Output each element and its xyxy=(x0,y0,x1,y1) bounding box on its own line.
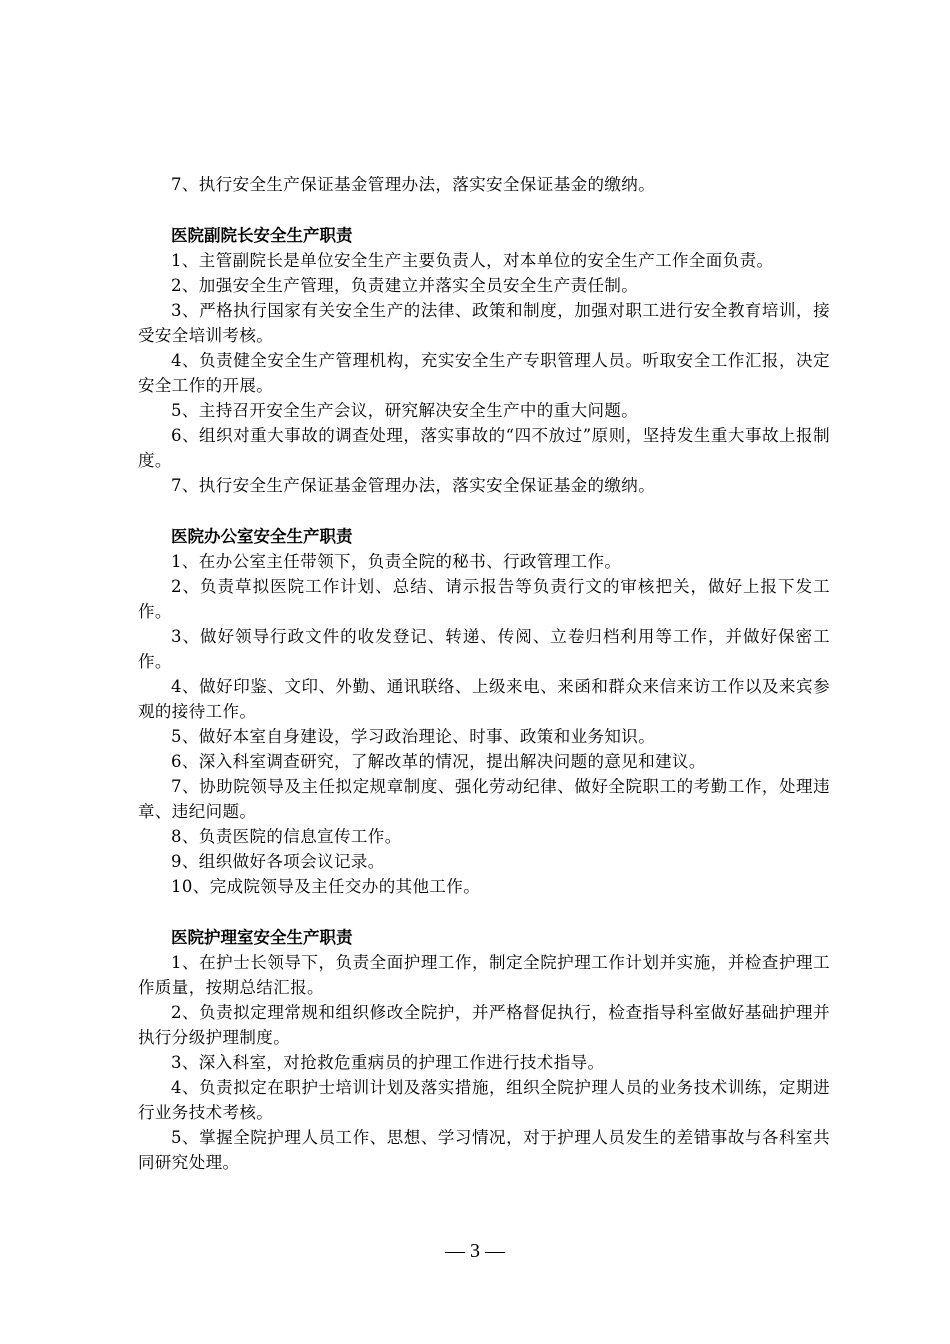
section-heading: 医院护理室安全生产职责 xyxy=(171,928,353,947)
paragraph: 3、深入科室，对抢救危重病员的护理工作进行技术指导。 xyxy=(171,1053,605,1072)
section-vice-president-duties xyxy=(138,223,830,498)
paragraph: 6、组织对重大事故的调查处理，落实事故的“四不放过”原则，坚持发生重大事故上报制度。 xyxy=(138,426,830,470)
paragraph: 7、执行安全生产保证基金管理办法，落实安全保证基金的缴纳。 xyxy=(171,476,656,495)
paragraph: 5、掌握全院护理人员工作、思想、学习情况，对于护理人员发生的差错事故与各科室共同研究处理。 xyxy=(138,1128,830,1172)
paragraph: 9、组织做好各项会议记录。 xyxy=(171,852,385,871)
section-nursing-duties xyxy=(138,925,830,1175)
paragraph: 5、做好本室自身建设，学习政治理论、时事、政策和业务知识。 xyxy=(171,727,656,746)
paragraph: 3、做好领导行政文件的收发登记、转递、传阅、立卷归档利用等工作，并做好保密工作。 xyxy=(138,627,830,671)
paragraph: 1、主管副院长是单位安全生产主要负责人，对本单位的安全生产工作全面负责。 xyxy=(171,251,774,270)
paragraph: 6、深入科室调查研究，了解改革的情况，提出解决问题的意见和建议。 xyxy=(171,752,706,771)
paragraph: 2、负责草拟医院工作计划、总结、请示报告等负责行文的审核把关，做好上报下发工作。 xyxy=(138,577,830,621)
section-previous-continuation xyxy=(138,172,830,197)
paragraph: 4、负责拟定在职护士培训计划及落实措施，组织全院护理人员的业务技术训练，定期进行业务技术考核。 xyxy=(138,1078,830,1122)
paragraph: 1、在护士长领导下，负责全面护理工作，制定全院护理工作计划并实施，并检查护理工作质量，按期总结汇报。 xyxy=(138,953,830,997)
document-body xyxy=(138,172,830,1175)
paragraph: 7、协助院领导及主任拟定规章制度、强化劳动纪律、做好全院职工的考勤工作，处理违章、违纪问题。 xyxy=(138,777,830,821)
paragraph: 4、做好印鉴、文印、外勤、通讯联络、上级来电、来函和群众来信来访工作以及来宾参观的接待工作。 xyxy=(138,677,830,721)
paragraph: 5、主持召开安全生产会议，研究解决安全生产中的重大问题。 xyxy=(171,401,639,420)
paragraph: 1、在办公室主任带领下，负责全院的秘书、行政管理工作。 xyxy=(171,552,622,571)
section-heading: 医院副院长安全生产职责 xyxy=(171,226,353,245)
paragraph: 10、完成院领导及主任交办的其他工作。 xyxy=(171,877,481,896)
paragraph: 4、负责健全安全生产管理机构，充实安全生产专职管理人员。听取安全工作汇报，决定安全工作的开展。 xyxy=(138,351,830,395)
paragraph: 2、负责拟定理常规和组织修改全院护，并严格督促执行，检查指导科室做好基础护理并执行分级护理制度。 xyxy=(138,1003,830,1047)
paragraph: 8、负责医院的信息宣传工作。 xyxy=(171,827,402,846)
paragraph: 2、加强安全生产管理，负责建立并落实全员安全生产责任制。 xyxy=(171,276,639,295)
section-office-duties xyxy=(138,524,830,899)
paragraph: 7、执行安全生产保证基金管理办法，落实安全保证基金的缴纳。 xyxy=(171,175,656,194)
section-heading: 医院办公室安全生产职责 xyxy=(171,527,353,546)
paragraph: 3、严格执行国家有关安全生产的法律、政策和制度，加强对职工进行安全教育培训，接受安全培训考核。 xyxy=(138,301,830,345)
page-number: — 3 — xyxy=(445,1240,505,1262)
